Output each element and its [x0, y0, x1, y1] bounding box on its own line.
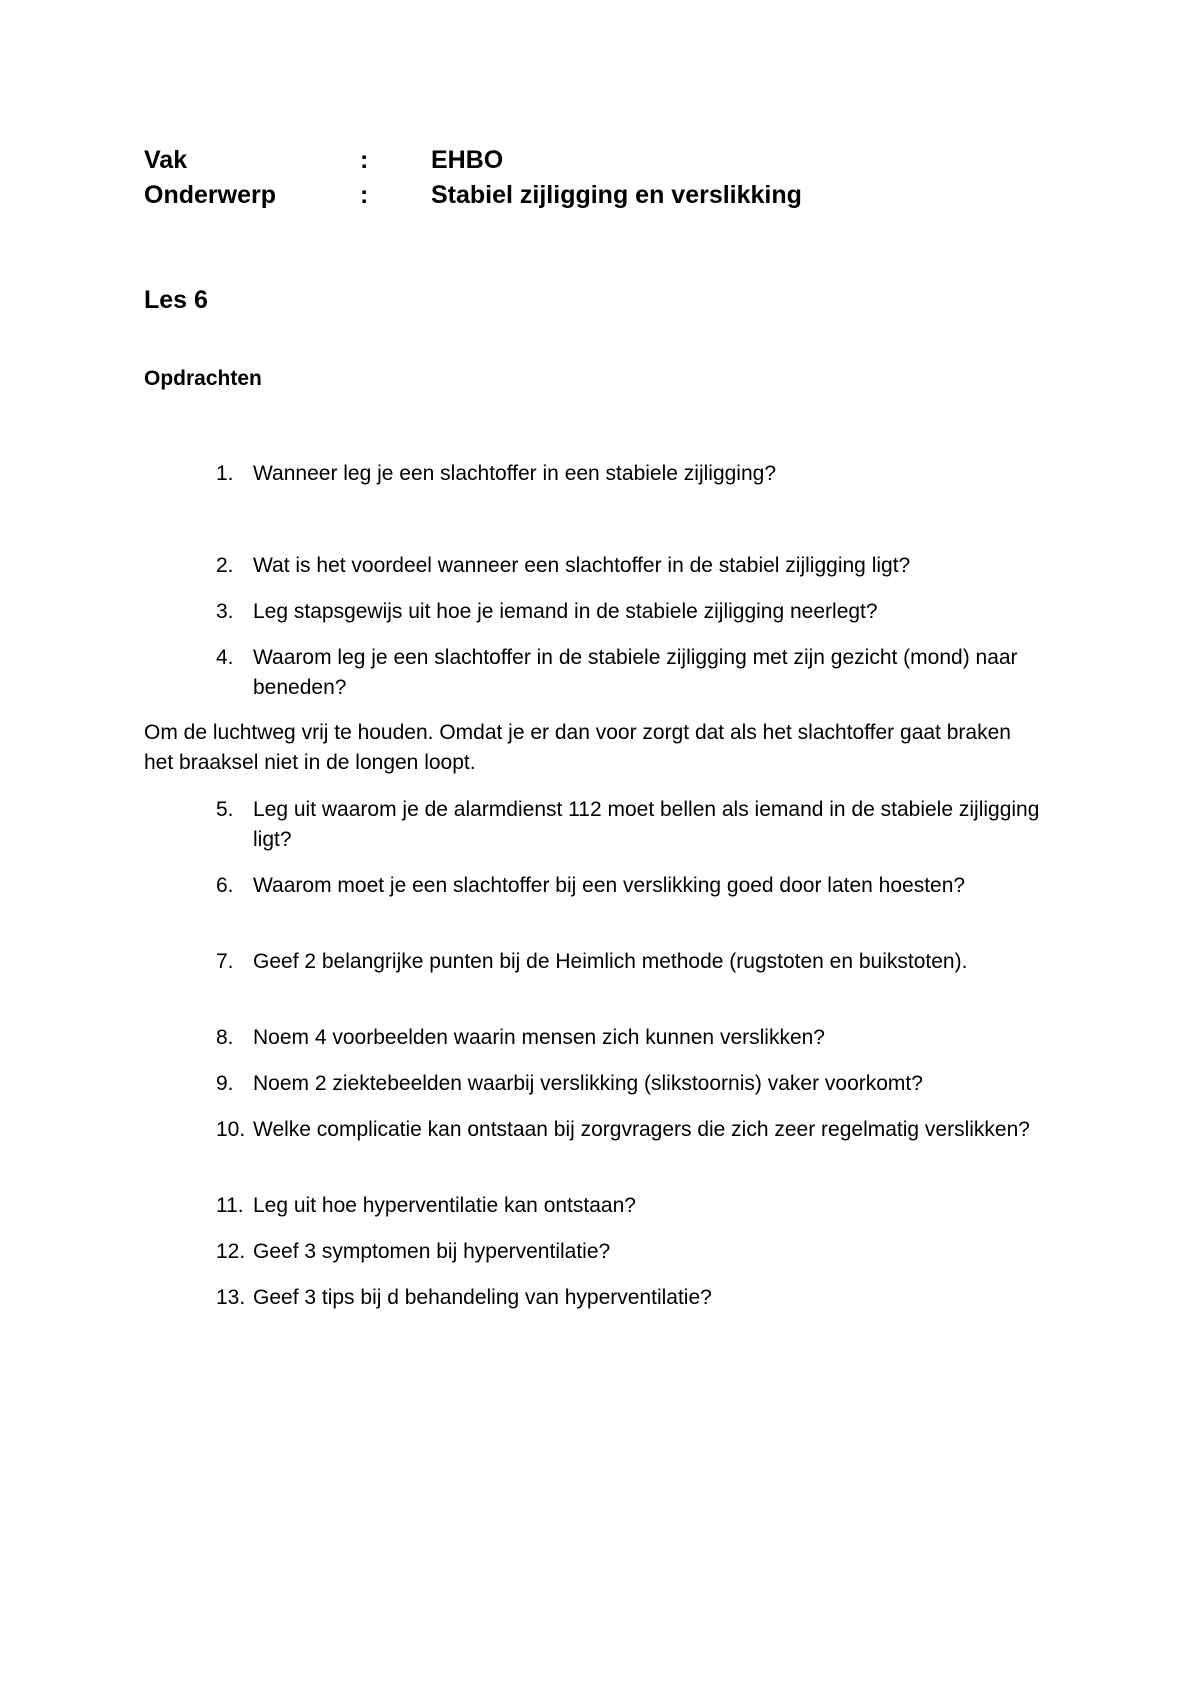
question-number: 4.: [216, 646, 234, 669]
question-number: 5.: [216, 798, 234, 821]
question-text: Geef 2 belangrijke punten bij de Heimlich methode (rugstoten en buikstoten).: [253, 950, 968, 973]
question-number: 10.: [216, 1118, 246, 1141]
question-text: Waarom moet je een slachtoffer bij een verslikking goed door laten hoesten?: [253, 874, 966, 897]
question-text: Leg uit waarom je de alarmdienst 112 moet bellen als iemand in de stabiele zijligging ligt?: [253, 798, 1040, 851]
question-text: Geef 3 symptomen bij hyperventilatie?: [253, 1240, 611, 1263]
answer-text: Om de luchtweg vrij te houden. Omdat je er dan voor zorgt dat als het slachtoffer gaat braken het braaksel niet in de longen loopt.: [144, 721, 1011, 774]
question-number: 6.: [216, 874, 234, 897]
question-number: 13.: [216, 1286, 246, 1309]
topic-label: Onderwerp: [144, 181, 276, 209]
section-title: Opdrachten: [144, 367, 262, 390]
question-number: 7.: [216, 950, 234, 973]
subject-value: EHBO: [431, 146, 504, 174]
topic-separator: :: [360, 181, 369, 209]
question-number: 1.: [216, 462, 234, 485]
subject-separator: :: [360, 146, 369, 174]
lesson-title: Les 6: [144, 286, 208, 314]
question-text: Welke complicatie kan ontstaan bij zorgvragers die zich zeer regelmatig verslikken?: [253, 1118, 1030, 1141]
topic-value: Stabiel zijligging en verslikking: [431, 181, 802, 209]
subject-label: Vak: [144, 146, 188, 174]
question-text: Wat is het voordeel wanneer een slachtoffer in de stabiel zijligging ligt?: [253, 554, 911, 577]
question-text: Leg uit hoe hyperventilatie kan ontstaan?: [253, 1194, 636, 1217]
question-text: Noem 2 ziektebeelden waarbij verslikking (slikstoornis) vaker voorkomt?: [253, 1072, 923, 1095]
question-number: 11.: [216, 1194, 244, 1217]
question-text: Wanneer leg je een slachtoffer in een stabiele zijligging?: [253, 462, 777, 485]
question-text: Geef 3 tips bij d behandeling van hyperventilatie?: [253, 1286, 712, 1309]
question-number: 9.: [216, 1072, 234, 1095]
question-text: Waarom leg je een slachtoffer in de stabiele zijligging met zijn gezicht (mond) naar beneden?: [253, 646, 1018, 699]
question-text: Noem 4 voorbeelden waarin mensen zich kunnen verslikken?: [253, 1026, 825, 1049]
question-number: 2.: [216, 554, 234, 577]
question-number: 3.: [216, 600, 234, 623]
question-number: 8.: [216, 1026, 234, 1049]
question-text: Leg stapsgewijs uit hoe je iemand in de stabiele zijligging neerlegt?: [253, 600, 878, 623]
question-number: 12.: [216, 1240, 246, 1263]
